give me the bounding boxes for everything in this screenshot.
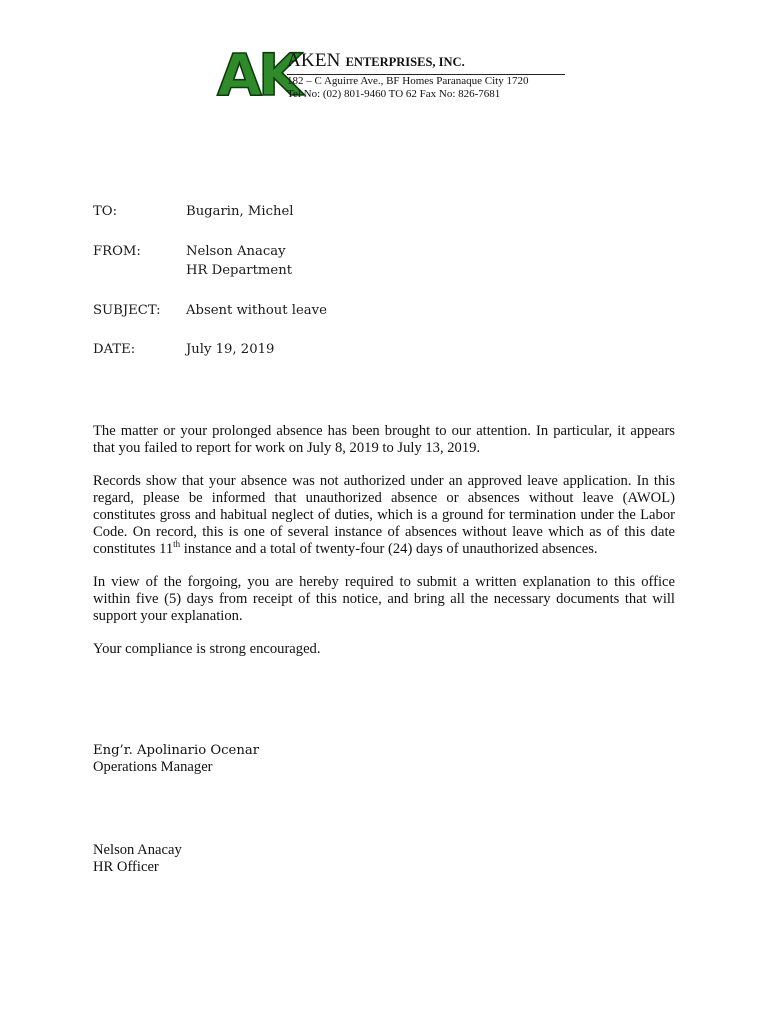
company-name: AKEN (287, 50, 341, 71)
signatory-1-title: Operations Manager (93, 759, 213, 775)
company-logo (216, 41, 299, 109)
to-label: TO: (93, 204, 118, 219)
company-name-line (287, 50, 465, 72)
body-paragraph-3: In view of the forgoing, you are hereby required to submit a written explanation to this office within five (5) days from receipt of this notice, and bring all the necessary documents that will support your explanation. (93, 574, 675, 624)
company-suffix: ENTERPRISES, INC. (345, 55, 465, 69)
company-address: 182 – C Aguirre Ave., BF Homes Paranaque City 1720 (287, 75, 529, 87)
signatory-1 (93, 742, 259, 776)
from-label: FROM: (93, 244, 141, 259)
body-paragraph-2-main: Records show that your absence was not authorized under an approved leave application. In this regard, please be informed that unauthorized absence or absences without leave (AWOL) constitutes gross and habitual neglect of duties, which is a ground for termination under the Labor Code. On record, this is one of several instance of absences without leave which as of this date constitutes 11 (93, 473, 675, 557)
date-value: July 19, 2019 (186, 342, 275, 357)
to-value: Bugarin, Michel (186, 204, 294, 219)
body-paragraph-4: Your compliance is strong encouraged. (93, 641, 321, 657)
ordinal-suffix: th (173, 539, 181, 550)
subject-value: Absent without leave (186, 303, 327, 318)
subject-label: SUBJECT: (93, 303, 161, 318)
from-department: HR Department (186, 263, 293, 278)
logo-text: AK (217, 41, 299, 109)
signatory-2-title: HR Officer (93, 859, 159, 875)
company-address-block (287, 75, 528, 101)
body-paragraph-2-tail: instance and a total of twenty-four (24) days of unauthorized absences. (180, 541, 598, 557)
signatory-2 (93, 842, 182, 876)
signatory-2-name: Nelson Anacay (93, 842, 182, 858)
company-contact: Tel No: (02) 801-9460 TO 62 Fax No: 826-7681 (287, 88, 501, 100)
date-label: DATE: (93, 342, 136, 357)
signatory-1-name: Eng’r. Apolinario Ocenar (93, 743, 260, 758)
from-value: Nelson Anacay (186, 244, 286, 259)
body-paragraph-1: The matter or your prolonged absence has been brought to our attention. In particular, it appears that you failed to report for work on July 8, 2019 to July 13, 2019. (93, 423, 675, 456)
body-paragraph-2 (93, 473, 675, 558)
